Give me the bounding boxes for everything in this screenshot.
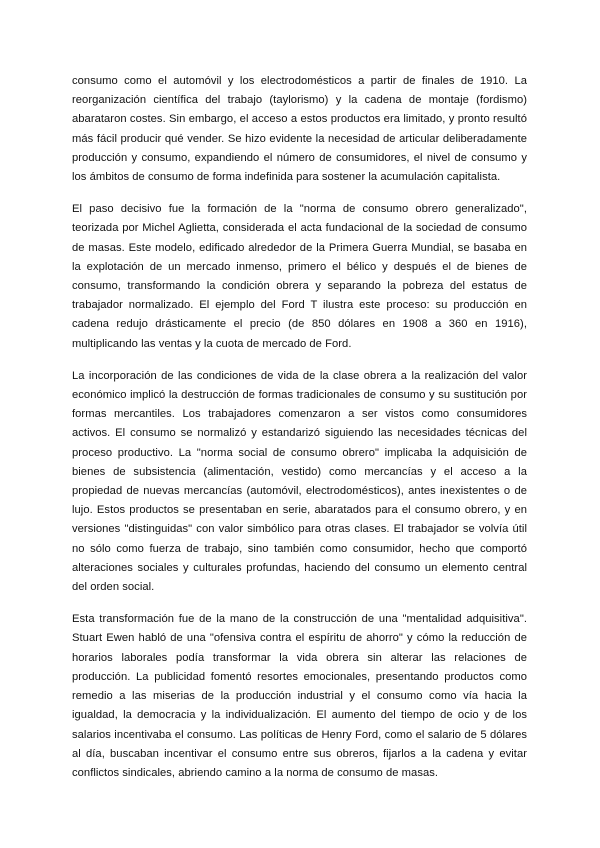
paragraph-mentalidad-adquisitiva: Esta transformación fue de la mano de la construcción de una "mentalidad adquisitiva". Stuart Ewen habló de una "ofensiva contra el espíritu de ahorro" y cómo la reducción de horarios laborales podía transformar la vida obrera sin alterar las relaciones de producción. La publicidad fomentó resortes emocionales, presentando productos como remedio a las miserias de la producción industrial y el consumo como vía hacia la igualdad, la democracia y la individualización. El aumento del tiempo de ocio y de los salarios incentivaba el consumo. Las políticas de Henry Ford, como el salario de 5 dólares al día, buscaban incentivar el consumo entre sus obreros, fijarlos a la cadena y evitar conflictos sindicales, abriendo camino a la norma de consumo de masas. xyxy=(72,613,527,779)
paragraph-incorporacion-clase-obrera: La incorporación de las condiciones de vida de la clase obrera a la realización del valor económico implicó la destrucción de formas tradicionales de consumo y su sustitución por formas mercantiles. Los trabajadores comenzaron a ser vistos como consumidores activos. El consumo se normalizó y estandarizó siguiendo las necesidades técnicas del proceso productivo. La "norma social de consumo obrero" implicaba la adquisición de bienes de subsistencia (alimentación, vestido) como mercancías y el acceso a la propiedad de nuevas mercancías (automóvil, electrodomésticos), antes inexistentes o de lujo. Estos productos se presentaban en serie, abaratados para el consumo obrero, y en versiones "distinguidas" con valor simbólico para otras clases. El trabajador se volvía útil no sólo como fuerza de trabajo, sino también como consumidor, hecho que comportó alteraciones sociales y culturales profundas, haciendo del consumo un elemento central del orden social. xyxy=(72,369,527,594)
document-body xyxy=(72,72,527,783)
paragraph-norma-de-consumo-obrero: El paso decisivo fue la formación de la "norma de consumo obrero generalizado", teorizada por Michel Aglietta, considerada el acta fundacional de la sociedad de consumo de masas. Este modelo, edificado alrededor de la Primera Guerra Mundial, se basaba en la explotación de un mercado inmenso, primero el bélico y después el de bienes de consumo, transformando la condición obrera y separando la pobreza del estatus de trabajador normalizado. El ejemplo del Ford T ilustra este proceso: su producción en cadena redujo drásticamente el precio (de 850 dólares en 1908 a 360 en 1916), multiplicando las ventas y la cuota de mercado de Ford. xyxy=(72,203,527,350)
paragraph-consumo-y-fordismo: consumo como el automóvil y los electrodomésticos a partir de finales de 1910. La reorganización científica del trabajo (taylorismo) y la cadena de montaje (fordismo) abarataron costes. Sin embargo, el acceso a estos productos era limitado, y pronto resultó más fácil producir qué vender. Se hizo evidente la necesidad de articular deliberadamente producción y consumo, expandiendo el número de consumidores, el nivel de consumo y los ámbitos de consumo de forma indefinida para sostener la acumulación capitalista. xyxy=(72,75,527,184)
